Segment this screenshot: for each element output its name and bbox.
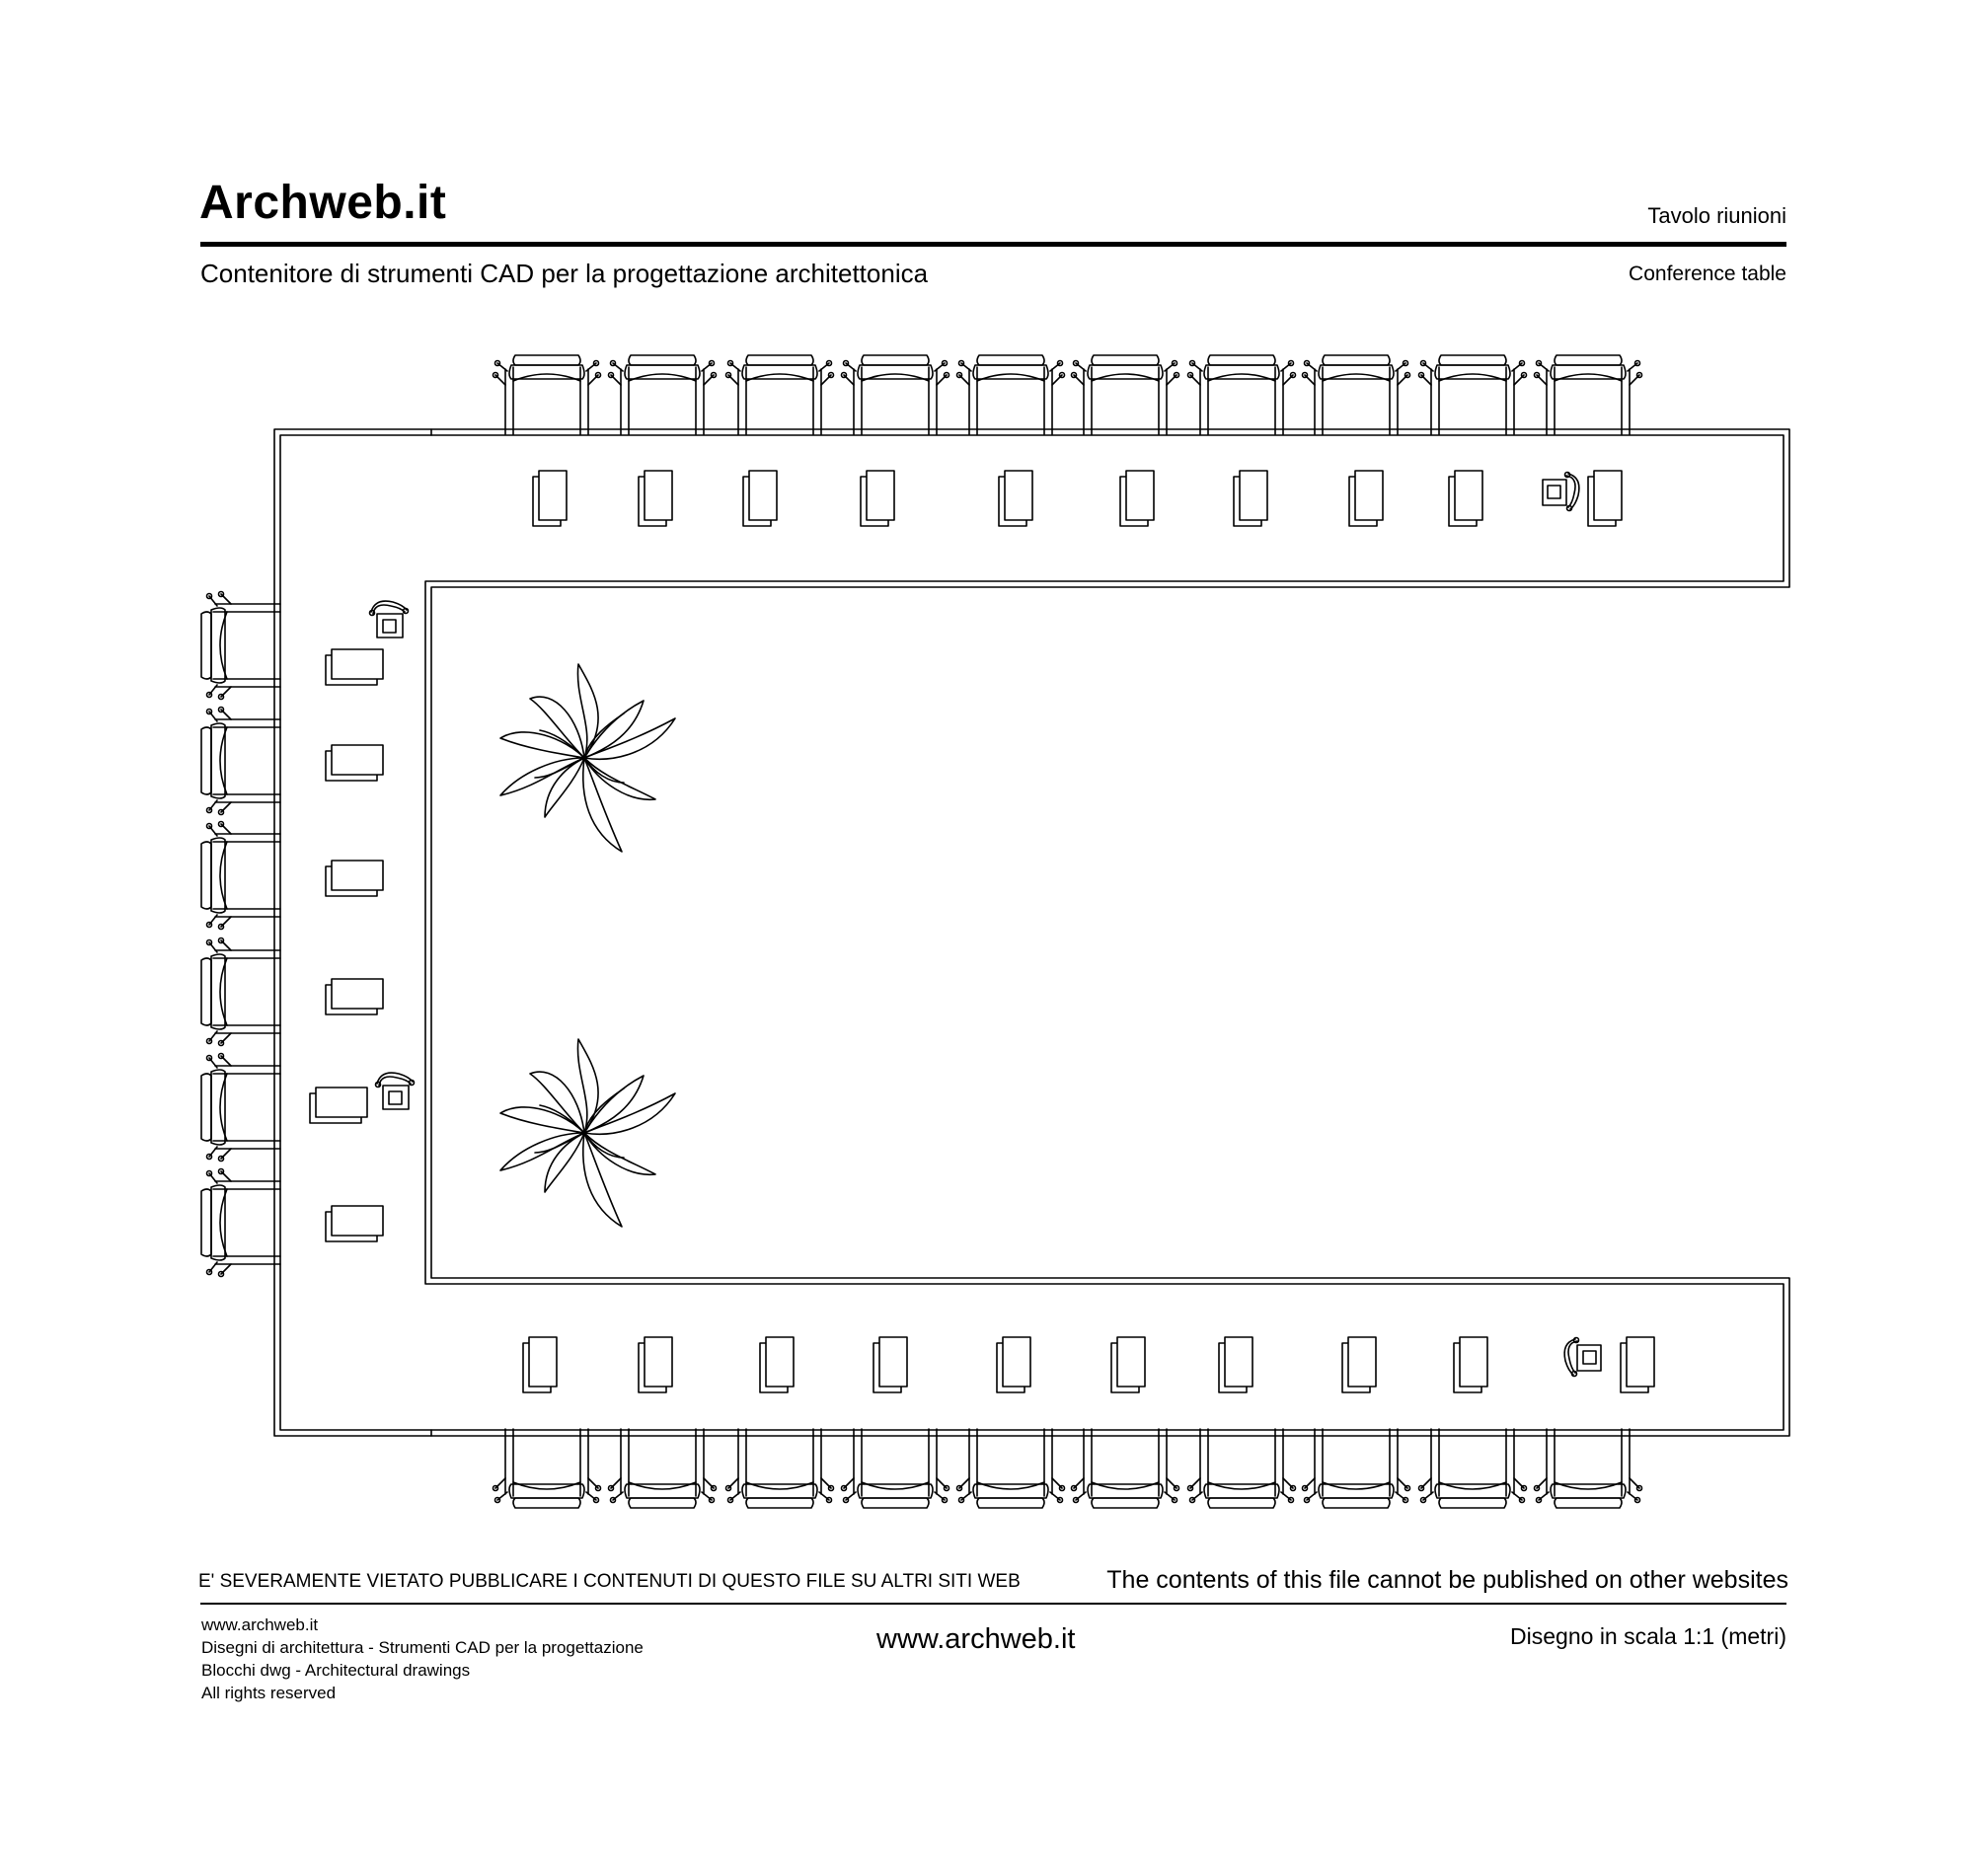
footer-line: Disegni di architettura - Strumenti CAD per la progettazione: [201, 1638, 644, 1657]
document: [1588, 471, 1622, 526]
chairs-top: [494, 355, 1642, 434]
chair-bottom: [494, 1429, 601, 1508]
copyright-warning-it: E' SEVERAMENTE VIETATO PUBBLICARE I CONTENUTI DI QUESTO FILE SU ALTRI SITI WEB: [198, 1571, 1021, 1592]
document: [1349, 471, 1383, 526]
chair-top: [1072, 355, 1179, 434]
chair-bottom: [726, 1429, 834, 1508]
chair-bottom: [609, 1429, 717, 1508]
phone-icon: [370, 601, 409, 638]
footer-rule: [200, 1603, 1786, 1605]
chair-top: [1303, 355, 1410, 434]
document: [639, 471, 672, 526]
document: [326, 1206, 383, 1241]
document: [326, 861, 383, 896]
footer-line: All rights reserved: [201, 1684, 337, 1702]
brand-logo: Archweb.it: [199, 177, 447, 229]
document: [760, 1337, 794, 1392]
document: [1219, 1337, 1253, 1392]
document: [326, 745, 383, 781]
plant-icon: [500, 664, 675, 852]
document: [997, 1337, 1030, 1392]
footer-url: www.archweb.it: [876, 1623, 1076, 1655]
document: [999, 471, 1032, 526]
chair-top: [1419, 355, 1527, 434]
chair-left: [201, 1169, 280, 1277]
document: [743, 471, 777, 526]
document: [1111, 1337, 1145, 1392]
drawing-title-it: Tavolo riunioni: [1647, 203, 1786, 228]
chair-bottom: [1303, 1429, 1410, 1508]
chair-left: [201, 938, 280, 1046]
chair-top: [842, 355, 949, 434]
chair-top: [1188, 355, 1296, 434]
footer-line: Blocchi dwg - Architectural drawings: [201, 1661, 471, 1680]
plants: [500, 664, 675, 1227]
phone-icon: [1564, 1338, 1601, 1377]
chair-bottom: [1188, 1429, 1296, 1508]
document: [326, 649, 383, 685]
copyright-warning-en: The contents of this file cannot be published on other websites: [1106, 1566, 1788, 1594]
drawing-title-en: Conference table: [1629, 263, 1786, 285]
plant-icon: [500, 1039, 675, 1227]
document: [1454, 1337, 1487, 1392]
chair-bottom: [957, 1429, 1065, 1508]
document: [1342, 1337, 1376, 1392]
chair-bottom: [842, 1429, 949, 1508]
document: [639, 1337, 672, 1392]
documents-bottom: [523, 1337, 1654, 1392]
chairs-bottom: [494, 1429, 1642, 1508]
document: [310, 1088, 367, 1123]
chair-top: [957, 355, 1065, 434]
document: [523, 1337, 557, 1392]
chairs-left: [201, 592, 280, 1277]
document: [1621, 1337, 1654, 1392]
phone-icon: [376, 1073, 415, 1109]
chair-top: [609, 355, 717, 434]
chair-top: [726, 355, 834, 434]
chair-top: [494, 355, 601, 434]
chair-left: [201, 708, 280, 815]
chair-bottom: [1419, 1429, 1527, 1508]
document: [533, 471, 567, 526]
phone-icon: [1543, 473, 1579, 511]
table-top: [274, 429, 1789, 1436]
chair-bottom: [1535, 1429, 1642, 1508]
documents-top: [533, 471, 1622, 526]
chair-top: [1535, 355, 1642, 434]
phones: [370, 473, 1602, 1377]
document: [873, 1337, 907, 1392]
scale-note: Disegno in scala 1:1 (metri): [1510, 1623, 1786, 1649]
document: [326, 979, 383, 1014]
header-subtitle: Contenitore di strumenti CAD per la progettazione architettonica: [200, 259, 929, 288]
document: [861, 471, 894, 526]
document: [1449, 471, 1482, 526]
document: [1234, 471, 1267, 526]
footer-line: www.archweb.it: [201, 1615, 319, 1634]
chair-left: [201, 1054, 280, 1162]
documents-left: [310, 649, 383, 1241]
chair-left: [201, 592, 280, 700]
document: [1120, 471, 1154, 526]
chair-left: [201, 822, 280, 930]
chair-bottom: [1072, 1429, 1179, 1508]
